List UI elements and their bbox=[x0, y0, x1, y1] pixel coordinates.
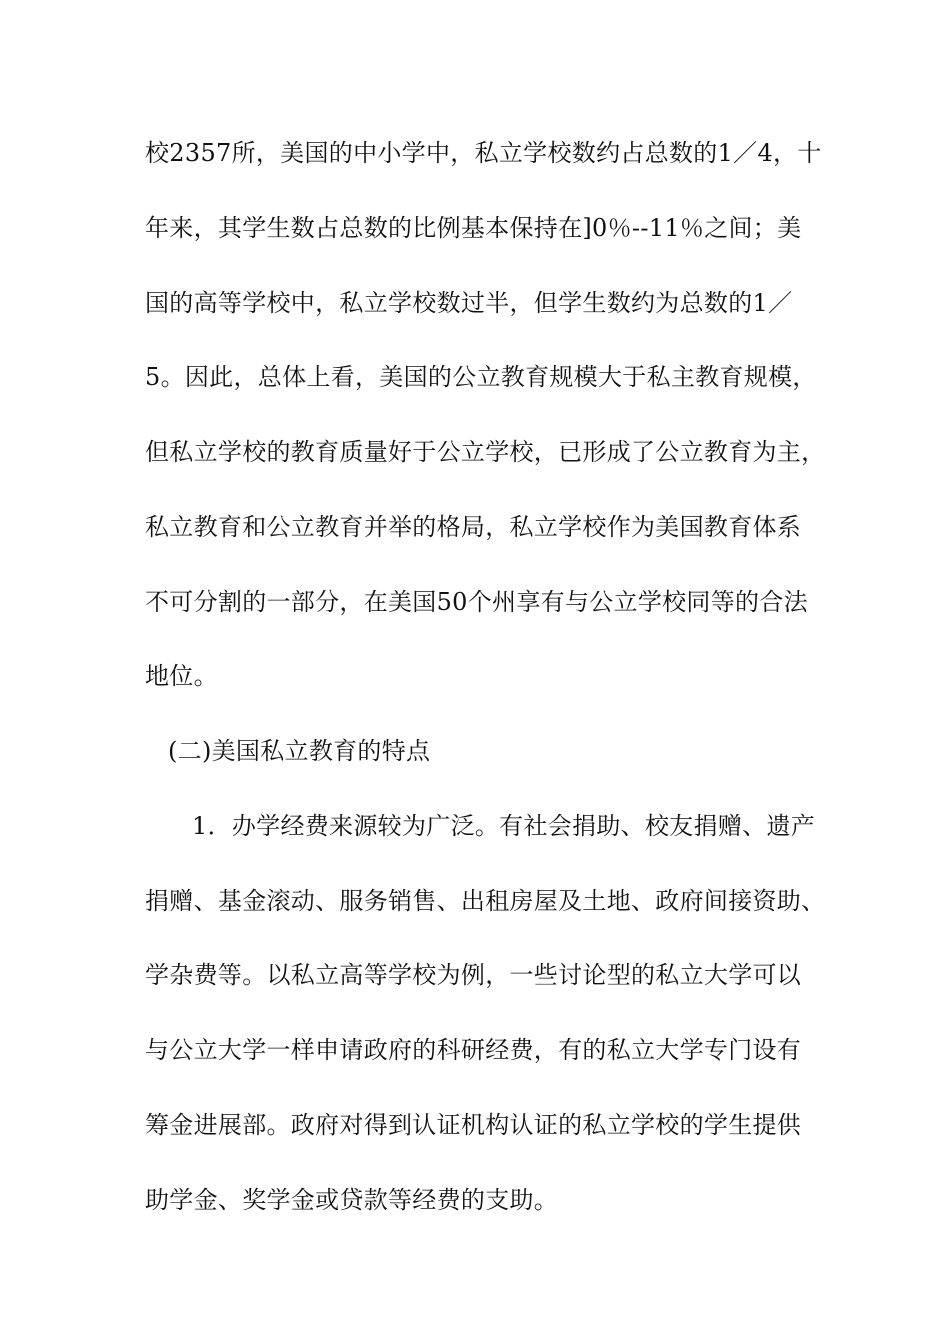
paragraph-line: 但私立学校的教育质量好于公立学校，已形成了公立教育为主， bbox=[145, 438, 826, 466]
paragraph-line: 地位。 bbox=[145, 662, 218, 690]
paragraph-line: 5。因此，总体上看，美国的公立教育规模大于私主教育规模， bbox=[145, 363, 817, 391]
paragraph-line: 国的高等学校中，私立学校数过半，但学生数约为总数的1／ bbox=[145, 289, 793, 317]
paragraph-line: 筹金进展部。政府对得到认证机构认证的私立学校的学生提供 bbox=[145, 1111, 802, 1139]
paragraph-line: 与公立大学一样申请政府的科研经费，有的私立大学专门设有 bbox=[145, 1036, 802, 1064]
paragraph-line: 学杂费等。以私立高等学校为例，一些讨论型的私立大学可以 bbox=[145, 961, 802, 989]
section-heading: (二)美国私立教育的特点 bbox=[168, 737, 431, 765]
paragraph-line: 助学金、奖学金或贷款等经费的支助。 bbox=[145, 1186, 559, 1214]
paragraph-line: 捐赠、基金滚动、服务销售、出租房屋及土地、政府间接资助、 bbox=[145, 887, 826, 915]
paragraph-line: 私立教育和公立教育并举的格局，私立学校作为美国教育体系 bbox=[145, 513, 802, 541]
paragraph-line: 校2357所，美国的中小学中，私立学校数约占总数的1／4，十 bbox=[145, 139, 822, 167]
paragraph-line: 1．办学经费来源较为广泛。有社会捐助、校友捐赠、遗产 bbox=[192, 812, 816, 840]
paragraph-line: 年来，其学生数占总数的比例基本保持在]0％--11％之间；美 bbox=[145, 214, 802, 242]
paragraph-line: 不可分割的一部分，在美国50个州享有与公立学校同等的合法 bbox=[145, 588, 808, 616]
